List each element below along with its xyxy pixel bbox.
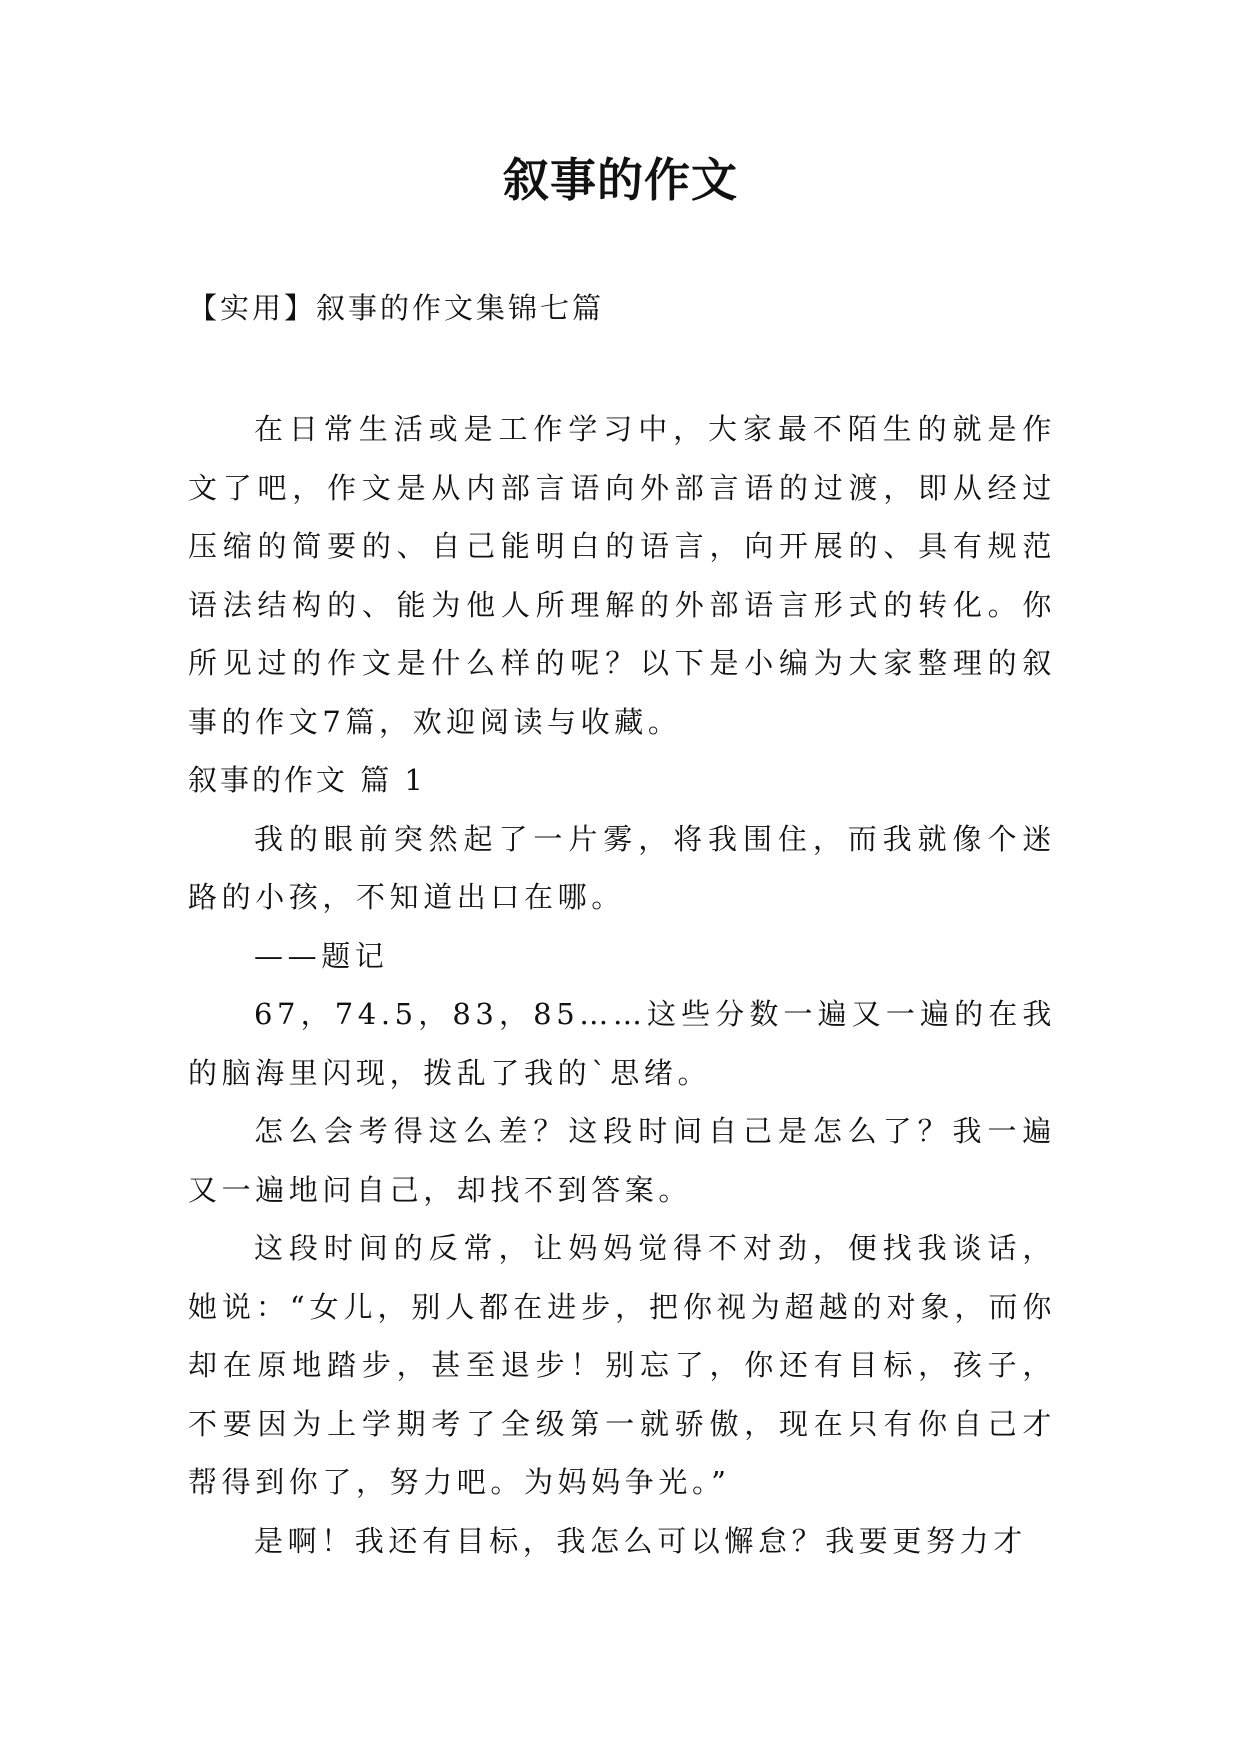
document-body	[188, 400, 1056, 1570]
document-subtitle: 【实用】叙事的作文集锦七篇	[188, 291, 605, 325]
section-heading: 叙事的作文 篇 1	[188, 763, 426, 797]
body-paragraph: 怎么会考得这么差？这段时间自己是怎么了？我一遍又一遍地问自己，却找不到答案。	[188, 1114, 1056, 1207]
body-paragraph: 这段时间的反常，让妈妈觉得不对劲，便找我谈话，她说：“女儿，别人都在进步，把你视为超越的对象，而你却在原地踏步，甚至退步！别忘了，你还有目标，孩子，不要因为上学期考了全级第一就骄傲，现在只有你自己才帮得到你了，努力吧。为妈妈争光。”	[188, 1231, 1056, 1499]
body-paragraph: 67，74.5，83，85……这些分数一遍又一遍的在我的脑海里闪现，拨乱了我的`思绪。	[188, 997, 1056, 1090]
body-paragraph: 我的眼前突然起了一片雾，将我围住，而我就像个迷路的小孩，不知道出口在哪。	[188, 821, 1056, 914]
epigraph-attribution: ——题记	[254, 938, 389, 973]
intro-paragraph: 在日常生活或是工作学习中，大家最不陌生的就是作文了吧，作文是从内部言语向外部言语的过渡，即从经过压缩的简要的、自己能明白的语言，向开展的、具有规范语法结构的、能为他人所理解的外部语言形式的转化。你所见过的作文是什么样的呢？以下是小编为大家整理的叙事的作文7篇，欢迎阅读与收藏。	[188, 412, 1056, 739]
body-paragraph: 是啊！我还有目标，我怎么可以懈怠？我要更努力才	[254, 1523, 1027, 1558]
document-title: 叙事的作文	[503, 153, 738, 207]
